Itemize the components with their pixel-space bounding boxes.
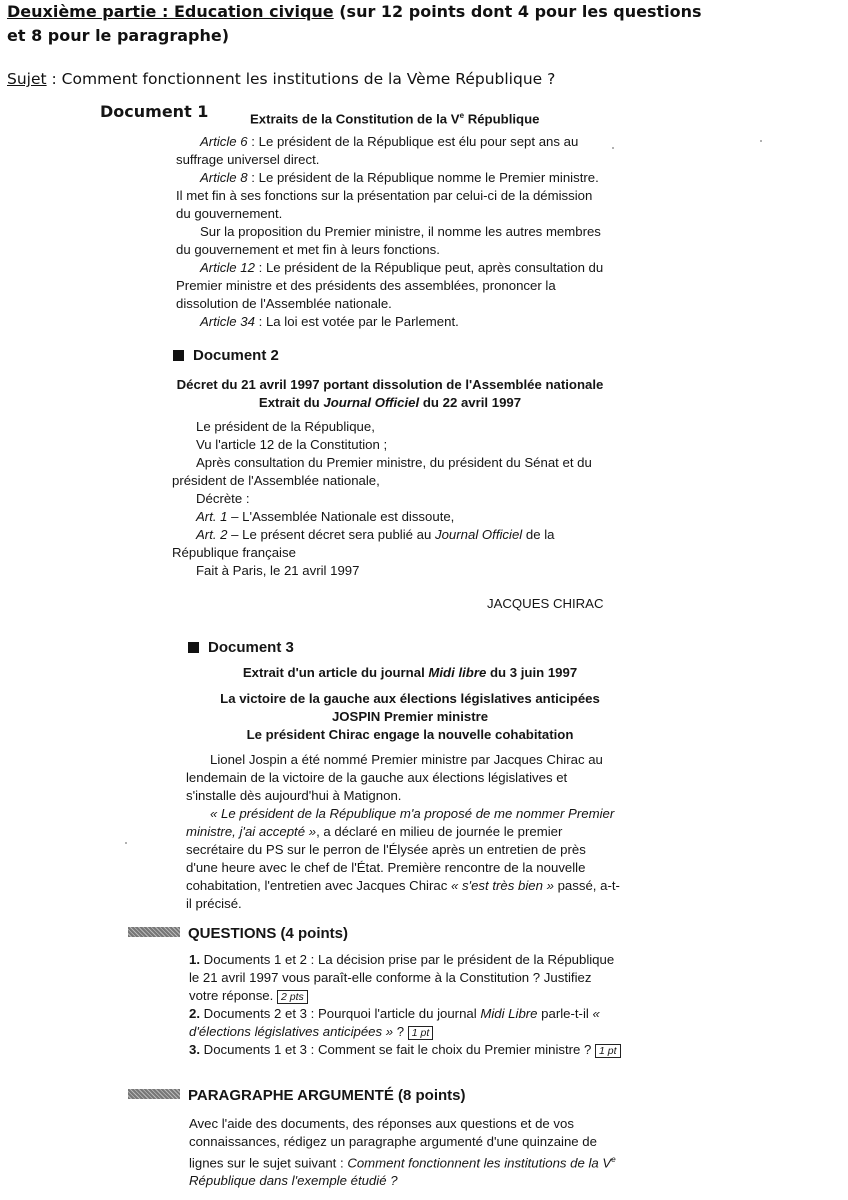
doc3-label: Document 3 [208, 639, 294, 656]
question-1 [189, 951, 621, 1005]
doc2-line1: Le président de la République, [196, 419, 375, 434]
scan-speck [760, 140, 762, 142]
q1-points-badge: 2 pts [277, 990, 308, 1004]
shaded-bar-icon [128, 927, 180, 937]
q3-number: 3. [189, 1042, 200, 1057]
paragraph-heading [128, 1087, 466, 1105]
doc3-p2-text: , a déclaré en milieu de journée le premier secrétaire du PS sur le perron de l'Élysée après un entretien de près d'une heure avec le chef de l'État. Première rencontre de la nouvelle cohabitation, l'entretien avec Jacques Chirac [186, 824, 586, 893]
question-2 [189, 1005, 621, 1041]
part-suffix: (sur 12 points dont 4 pour les questions [333, 2, 702, 21]
doc1-label: Document 1 [100, 102, 209, 121]
q2-text-pre: Documents 2 et 3 : Pourquoi l'article du journal [200, 1006, 481, 1021]
doc2-art2-post: de la République française [172, 527, 555, 560]
sujet-label: Sujet [7, 70, 47, 88]
doc1-title-pre: Extraits de la Constitution de la V [250, 111, 460, 127]
doc1-article8-p2: Sur la proposition du Premier ministre, il nomme les autres membres du gouvernement et met fin à leurs fonctions. [176, 224, 601, 257]
art34-text: : La loi est votée par le Parlement. [254, 314, 459, 329]
square-bullet-icon [188, 642, 199, 653]
shaded-bar-icon [128, 1089, 180, 1099]
doc3-headlines [160, 690, 660, 744]
doc1-title [250, 107, 540, 128]
doc1-body [176, 133, 608, 331]
doc1-article6 [176, 133, 608, 169]
q3-points-badge: 1 pt [595, 1044, 621, 1058]
doc2-art1-text: – L'Assemblée Nationale est dissoute, [227, 509, 455, 524]
q2-italic: Midi Libre [480, 1006, 538, 1021]
sujet [7, 70, 555, 88]
doc1-article8 [176, 169, 608, 223]
q2-text-mid: parle-t-il [537, 1006, 593, 1021]
doc2-body [172, 418, 604, 580]
sujet-text: : Comment fonctionnent les institutions de la Vème République ? [46, 70, 556, 88]
doc2-signature: JACQUES CHIRAC [487, 596, 604, 611]
doc2-title-line2 [150, 394, 630, 412]
scan-speck [125, 842, 127, 844]
questions-body [189, 951, 621, 1059]
doc2-art2-italic: Journal Officiel [435, 527, 523, 542]
doc2-line3: Après consultation du Premier ministre, du président du Sénat et du président de l'Assemblée nationale, [172, 455, 592, 488]
doc3-heading [188, 639, 294, 657]
paragraph-subject-post: République dans l'exemple étudié ? [189, 1173, 398, 1189]
doc3-title-italic: Midi libre [428, 665, 487, 680]
paragraph-text: Avec l'aide des documents, des réponses aux questions et de vos connaissances, rédigez un paragraphe argumenté d'une quinzaine de lignes sur le sujet suivant : [189, 1116, 597, 1171]
scan-speck [612, 147, 614, 149]
paragraph-title: PARAGRAPHE ARGUMENTÉ (8 points) [188, 1087, 466, 1104]
doc3-title-pre: Extrait d'un article du journal [242, 665, 429, 680]
doc2-label: Document 2 [193, 347, 279, 364]
doc3-title-post: du 3 juin 1997 [486, 665, 578, 680]
doc3-headline2: JOSPIN Premier ministre [331, 709, 489, 724]
doc2-line2: Vu l'article 12 de la Constitution ; [196, 437, 388, 452]
doc2-line5: Fait à Paris, le 21 avril 1997 [196, 563, 360, 578]
doc3-body [186, 751, 620, 913]
art8-text: : Le président de la République nomme le Premier ministre. Il met fin à ses fonctions sur la présentation par celui-ci de la démission du gouvernement. [176, 170, 599, 221]
doc2-line4: Décrète : [196, 491, 250, 506]
question-3 [189, 1041, 621, 1059]
doc2-art2 [172, 526, 604, 562]
q2-points-badge: 1 pt [408, 1026, 434, 1040]
art12-label: Article 12 [200, 260, 255, 275]
q1-text: Documents 1 et 2 : La décision prise par le président de la République le 21 avril 1997 vous paraît-elle conforme à la Constitution ? Justifiez votre réponse. [189, 952, 615, 1003]
square-bullet-icon [173, 350, 184, 361]
doc3-paragraph1: Lionel Jospin a été nommé Premier ministre par Jacques Chirac au lendemain de la victoire de la gauche aux élections législatives et s'installe dès aujourd'hui à Matignon. [186, 752, 603, 803]
doc2-art2-label: Art. 2 [196, 527, 228, 542]
art8-label: Article 8 [200, 170, 248, 185]
doc2-title-line2-pre: Extrait du [258, 395, 324, 410]
doc3-p2-end: passé, a-t-il précisé. [186, 878, 620, 911]
doc3-headline3: Le président Chirac engage la nouvelle cohabitation [246, 727, 574, 742]
doc1-title-post: République [464, 111, 540, 127]
questions-heading [128, 925, 348, 943]
q2-number: 2. [189, 1006, 200, 1021]
paragraph-instructions [189, 1115, 621, 1190]
paragraph-body [189, 1115, 621, 1190]
doc2-art1 [172, 508, 604, 526]
art34-label: Article 34 [200, 314, 255, 329]
art6-text: : Le président de la République est élu pour sept ans au suffrage universel direct. [176, 134, 579, 167]
paragraph-subject-pre: Comment fonctionnent les institutions de la V [347, 1155, 612, 1171]
doc3-quote1: « Le président de la République m'a proposé de me nommer Premier ministre, j'ai accepté » [186, 806, 615, 839]
doc2-title [150, 376, 630, 412]
doc3-paragraph2 [186, 805, 620, 913]
doc3-headline1: La victoire de la gauche aux élections législatives anticipées [220, 691, 600, 706]
q2-quote: « d'élections législatives anticipées » [189, 1006, 600, 1039]
doc3-title [160, 664, 660, 682]
questions-title: QUESTIONS (4 points) [188, 925, 349, 942]
doc2-art1-label: Art. 1 [196, 509, 228, 524]
doc2-title-line2-post: du 22 avril 1997 [419, 395, 522, 410]
q1-number: 1. [189, 952, 200, 967]
q2-text-post: ? [393, 1024, 408, 1039]
doc2-title-line2-italic: Journal Officiel [323, 395, 420, 410]
doc2-art2-pre: – Le présent décret sera publié au [227, 527, 435, 542]
doc2-title-line1: Décret du 21 avril 1997 portant dissolution de l'Assemblée nationale [176, 377, 604, 392]
doc1-article34 [176, 313, 608, 331]
part-line2: et 8 pour le paragraphe) [7, 26, 230, 45]
doc2-heading [173, 347, 279, 365]
paragraph-subject-sup: e [611, 1155, 616, 1164]
art12-text: : Le président de la République peut, après consultation du Premier ministre et des présidents des assemblées, prononcer la dissolution de l'Assemblée nationale. [176, 260, 604, 311]
part-title: Deuxième partie : Education civique [7, 2, 334, 21]
q3-text: Documents 1 et 3 : Comment se fait le choix du Premier ministre ? [200, 1042, 596, 1057]
part-heading [7, 0, 707, 48]
art6-label: Article 6 [200, 134, 248, 149]
doc1-article12 [176, 259, 608, 313]
doc1-title-sup: e [459, 111, 465, 120]
doc3-quote2: « s'est très bien » [450, 878, 554, 893]
